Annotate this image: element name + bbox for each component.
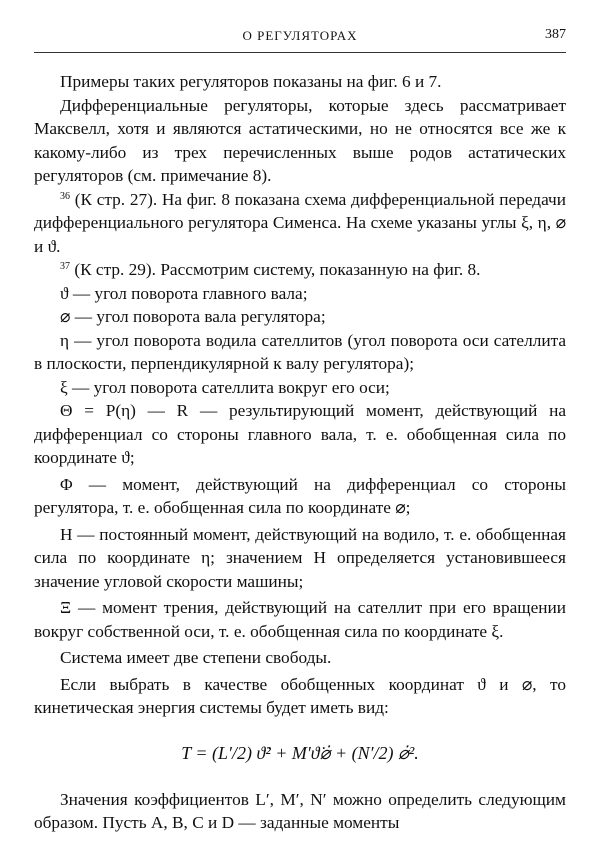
paragraph: Примеры таких регуляторов показаны на фиг. 6 и 7.: [60, 72, 442, 91]
paragraph: Значения коэффициентов L′, M′, N′ можно определить следующим образом. Пусть A, B, C и D — заданные моменты: [34, 789, 566, 832]
definition-line: Θ = P(η) — R — результирующий момент, действующий на дифференциал со стороны главного вала, т. е. обобщенная сила по координате ϑ;: [34, 401, 566, 467]
definition-line: Ξ — момент трения, действующий на сателлит при его вращении вокруг собственной оси, т. е. обобщенная сила по координате ξ.: [34, 598, 566, 641]
paragraph: Система имеет две степени свободы.: [60, 648, 332, 667]
footnote-paragraph: [34, 188, 566, 259]
kinetic-energy-formula: T = (L′/2) ϑ̇² + M′ϑ̇⌀̇ + (N′/2) ⌀̇².: [181, 742, 419, 763]
definition-line: Н — постоянный момент, действующий на водило, т. е. обобщенная сила по координате η; значением Н определяется установившееся значение угловой скорости машины;: [34, 524, 566, 591]
definition-line: ⌀ — угол поворота вала регулятора;: [60, 307, 326, 326]
definition-line: ξ — угол поворота сателлита вокруг его оси;: [60, 377, 390, 397]
footnote-paragraph: [34, 258, 566, 282]
definition-line: η — угол поворота водила сателлитов (угол поворота оси сателлита в плоскости, перпендикулярной к валу регулятора);: [34, 330, 566, 373]
footnote-text: (К стр. 27). На фиг. 8 показана схема дифференциальной передачи дифференциального регулятора Сименса. На схеме указаны углы ξ, η, ⌀ и ϑ.: [34, 189, 566, 256]
page-header: [34, 26, 566, 53]
footnote-mark: 37: [60, 261, 70, 272]
paragraph: Дифференциальные регуляторы, которые здесь рассматривает Максвелл, хотя и являются астатическими, но не относятся все же к какому-либо из трех перечисленных выше родов астатических регуляторов (см. примечание 8).: [34, 95, 566, 185]
footnote-mark: 36: [60, 190, 70, 202]
definition-line: ϑ — угол поворота главного вала;: [60, 283, 308, 303]
running-title: О РЕГУЛЯТОРАХ: [242, 28, 358, 43]
page-number: 387: [545, 27, 566, 42]
page-body: [34, 70, 566, 835]
paragraph: Если выбрать в качестве обобщенных координат ϑ и ⌀, то кинетическая энергия системы будет иметь вид:: [34, 674, 566, 717]
definition-line: Φ — момент, действующий на дифференциал со стороны регулятора, т. е. обобщенная сила по координате ⌀;: [34, 474, 566, 517]
footnote-text: (К стр. 29). Рассмотрим систему, показанную на фиг. 8.: [74, 260, 481, 279]
